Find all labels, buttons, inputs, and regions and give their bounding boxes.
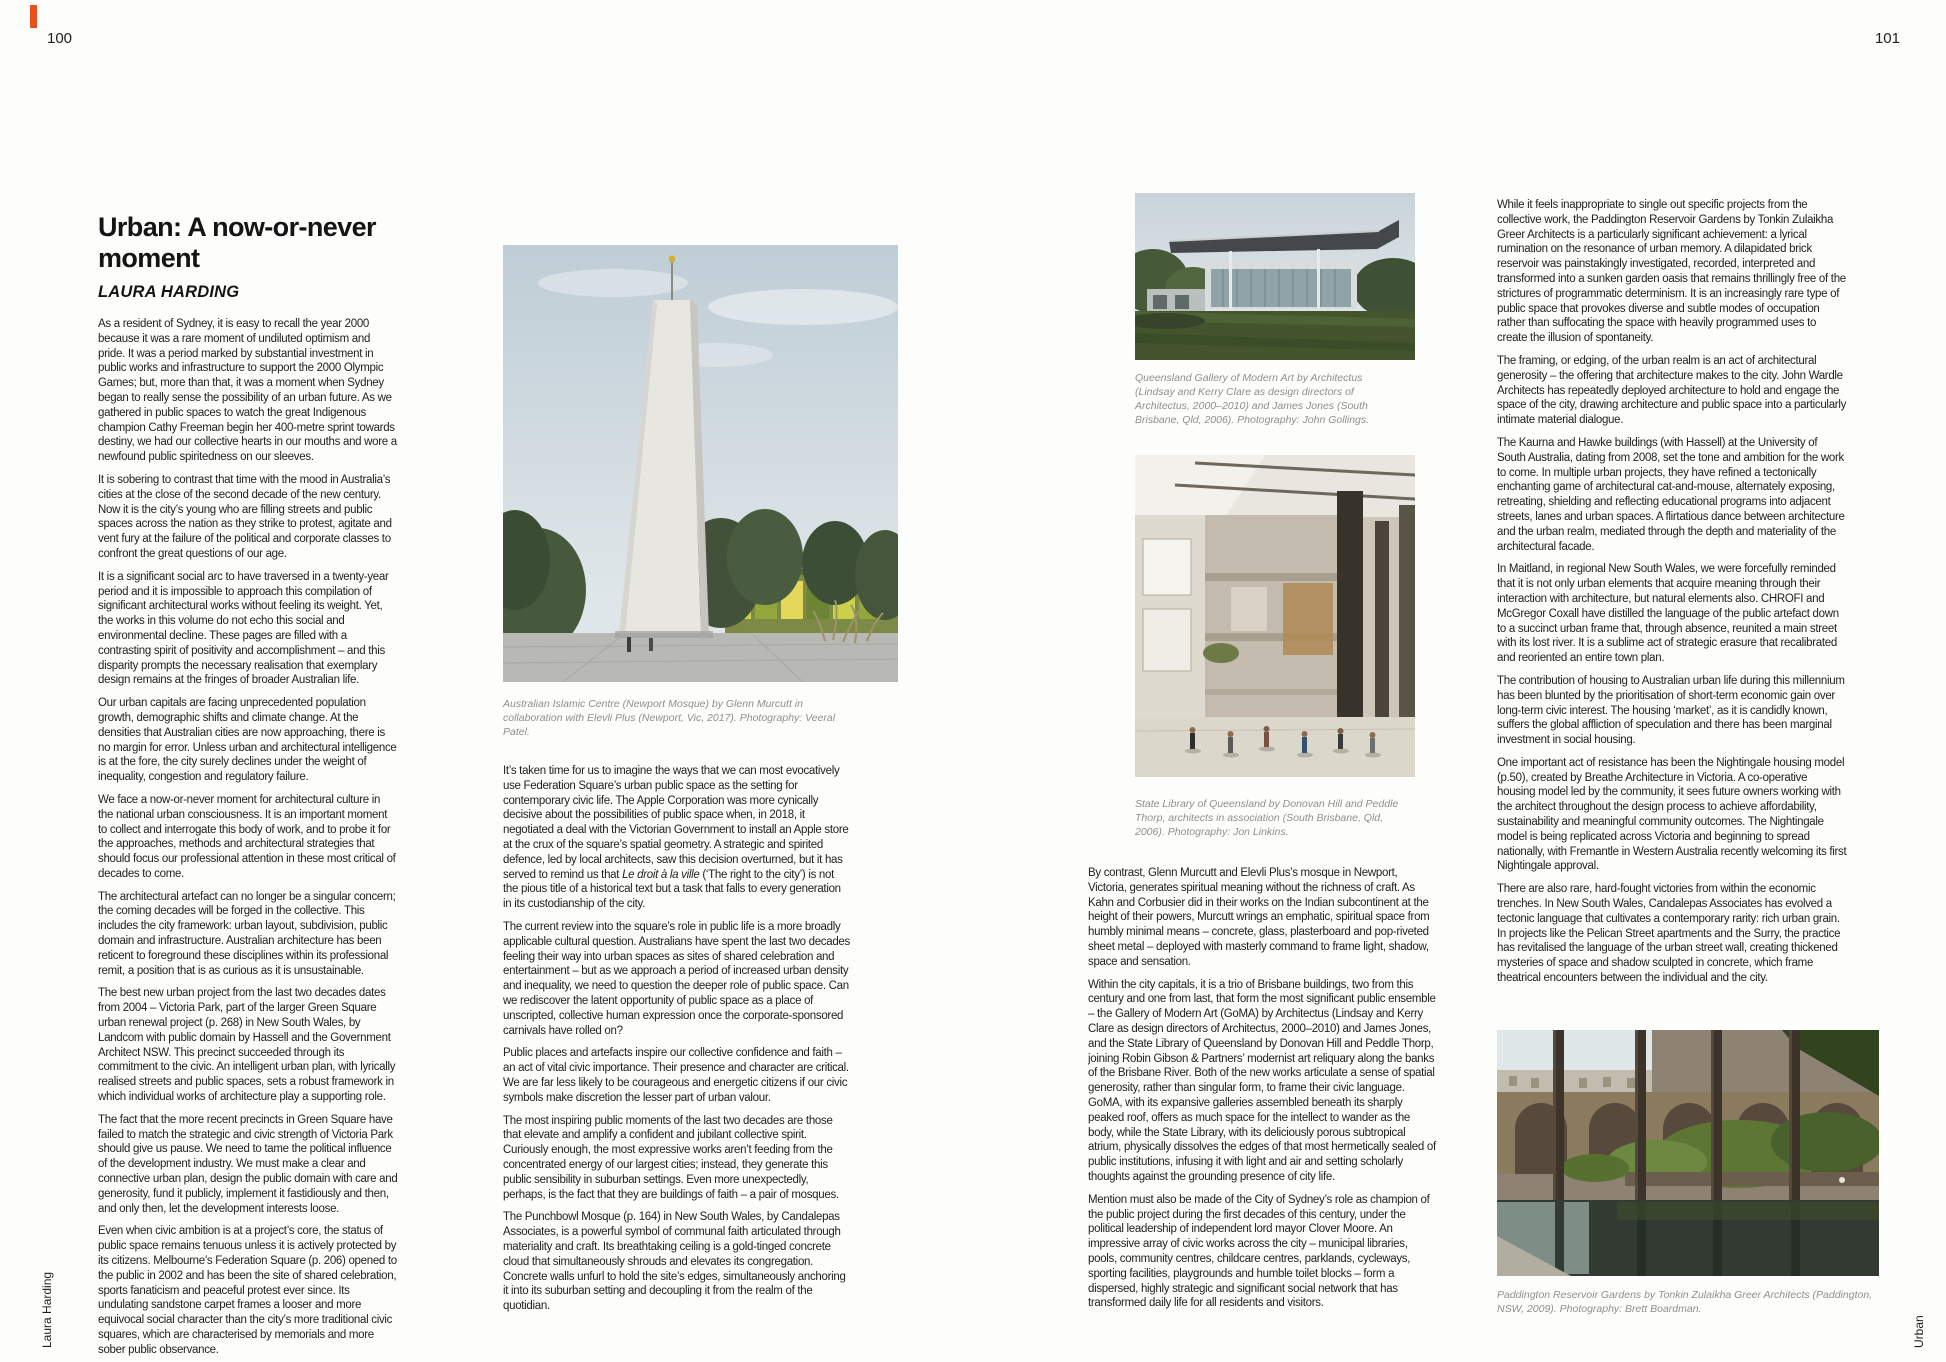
book-title-italic: Le droit à la ville — [622, 868, 700, 881]
margin-chapter-label: Urban — [1912, 1315, 1926, 1348]
paragraph: In Maitland, in regional New South Wales, we were forcefully reminded that it is not only urban elements that acquire meaning through their interaction with architecture, but natural elements also. CHROFI and McGregor Coxall have distilled the language of the public artefact down to a succinct urban frame that, through absence, reunited a main street with its lost river. It is a sublime act of strategic erasure that recalibrated and reoriented an entire town plan. — [1497, 563, 1839, 665]
paragraph: Our urban capitals are facing unprecedented population growth, demographic shifts and climate change. At the densities that Australian cities are now approaching, there is no margin for error. Unless urban and architectural intelligence is at the fore, the city surely declines under the weight of inequality, congestion and regulatory failure. — [98, 697, 397, 784]
paragraph: There are also rare, hard-fought victories from within the economic trenches. In New South Wales, Candalepas Associates has evolved a tectonic language that cultivates a contemporary rarity: rich urban grain. In projects like the Pelican Street apartments and the Surry, the practice has revitalised the language of the urban street wall, creating thickened mysteries of space and shadow sculpted in concrete, which frame theatrical encounters between the individual and the city. — [1497, 883, 1841, 985]
paragraph: The framing, or edging, of the urban realm is an act of architectural generosity – the offering that architecture makes to the city. John Wardle Architects has repeatedly deployed architecture to hold and engage the space of the city, drawing architecture and public space into a particularly intimate material dialogue. — [1497, 354, 1847, 427]
body-text-block — [1497, 198, 1847, 986]
paragraph-text: It’s taken time for us to imagine the ways that we can most evocatively use Federation Square’s urban public space as the setting for contemporary civic life. The Apple Corporation was more cynically decisive about the possibilities of public space when, in 2018, it negotiated a deal with the Victorian Government to install an Apple store at the crux of the square’s spatial geometry. A strategic and spirited defence, led by local architects, saw this decision overturned, but it has served to remind us that — [503, 765, 849, 881]
accent-dash — [30, 5, 37, 28]
page-number-left: 100 — [47, 30, 73, 47]
right-column-2 — [1497, 198, 1847, 1010]
state-library-photo — [1135, 455, 1415, 777]
page-number-right: 101 — [1874, 30, 1900, 47]
islamic-centre-caption: Australian Islamic Centre (Newport Mosque) by Glenn Murcutt in collaboration with Elevli Plus (Newport, Vic, 2017). Photography: Veeral Patel. — [503, 698, 836, 738]
paragraph: It is sobering to contrast that time with the mood in Australia’s cities at the close of the second decade of the new century. Now it is the city’s young who are filling streets and public spaces across the nation as they strike to protest, agitate and vent fury at the failure of the political and corporate classes to confront the great questions of our age. — [98, 473, 392, 560]
goma-caption: Queensland Gallery of Modern Art by Architectus (Lindsay and Kerry Clare as design directors of Architectus, 2000–2010) and James Jones (South Brisbane, Qld, 2006). Photography: John Gollings. — [1135, 372, 1370, 426]
article-author: LAURA HARDING — [98, 283, 240, 301]
paddington-reservoir-photo — [1497, 1030, 1879, 1276]
paragraph: Even when civic ambition is at a project’s core, the status of public space remains tenuous unless it is actively protected by its citizens. Melbourne’s Federation Square (p. 206) opened to the public in 2002 and has been the site of shared celebration, sports fanaticism and peaceful protest ever since. Its undulating sandstone carpet frames a looser and more equivocal social character than the city’s more traditional civic squares, which are characterised by memorials and more sober public observance. — [98, 1225, 397, 1356]
left-column-1 — [98, 212, 398, 1358]
state-library-caption: State Library of Queensland by Donovan Hill and Peddle Thorp, architects in association (South Brisbane, Qld, 2006). Photography: Jon Linkins. — [1135, 798, 1399, 838]
body-text-block — [503, 764, 851, 1314]
article-title: Urban: A now-or-never moment — [98, 212, 376, 273]
paragraph: Within the city capitals, it is a trio of Brisbane buildings, two from this century and one from last, that form the most significant public ensemble – the Gallery of Modern Art (GoMA) by Architectus (Lindsay and Kerry Clare as design directors of Architectus, 2000–2010) and James Jones, and the State Library of Queensland by Donovan Hill and Peddle Thorp, joining Robin Gibson & Partners’ modernist art reliquary along the banks of the Brisbane River. Both of the new works articulate a sense of spatial generosity, rather than singular form, to frame their civic language. GoMA, with its expansive galleries assembled beneath its sharply peaked roof, offers as much space for the intellect to wander as the body, while the State Library, with its deliciously porous subtropical atrium, physically dissolves the edges of that most hermetically sealed of public institutions, infusing it with light and air and setting scholarly thoughts against the grounding presence of city life. — [1088, 978, 1436, 1183]
body-text-block — [98, 317, 398, 1358]
paragraph: The Punchbowl Mosque (p. 164) in New South Wales, by Candalepas Associates, is a powerful symbol of communal faith articulated through materiality and craft. Its breathtaking ceiling is a gold-tinged concrete cloud that simultaneously shrouds and elevates its congregation. Concrete walls unfurl to hold the site’s edges, simultaneously anchoring it into its suburban setting and decoupling it from the realm of the quotidian. — [503, 1211, 846, 1313]
paragraph — [503, 764, 851, 912]
paragraph: Mention must also be made of the City of Sydney’s role as champion of the public project during the first decades of this century, under the political leadership of independent lord mayor Clover Moore. An impressive array of civic works across the city – municipal libraries, pools, community centres, childcare centres, parklands, cycleways, sporting facilities, playgrounds and humble toilet blocks – form a dispersed, highly strategic and significant social network that has transformed daily life for all residents and visitors. — [1088, 1193, 1430, 1310]
paragraph: The best new urban project from the last two decades dates from 2004 – Victoria Park, part of the larger Green Square urban renewal project (p. 268) in New South Wales, by Landcom with public domain by Hassell and the Government Architect NSW. This precinct succeeded through its commitment to the civic. An intelligent urban plan, with lyrically realised streets and public spaces, sets a robust framework in which individual works of architecture play a supporting role. — [98, 987, 396, 1104]
paragraph: The architectural artefact can no longer be a singular concern; the coming decades will be forged in the collective. This includes the city framework: urban layout, subdivision, public domain and infrastructure. Australian architecture has been reticent to foreground these disciplines within its professional remit, a position that is as curious as it is unsustainable. — [98, 890, 396, 977]
paragraph-text: (‘The right to the city’) is not the pious title of a historical text but a task that falls to every generation in its custodianship of the city. — [503, 868, 841, 911]
paragraph: While it feels inappropriate to single out specific projects from the collective work, the Paddington Reservoir Gardens by Tonkin Zulaikha Greer Architects is a particularly significant achievement: a lyrical rumination on the resonance of urban memory. A dilapidated brick reservoir was painstakingly investigated, recorded, interpreted and transformed into a sunken garden oasis that remains thrillingly free of the strictures of programmatic determinism. It is an increasingly rare type of public space that provokes diverse and subtle modes of occupation rather than suffocating the space with heavily programmed uses to create the illusion of spontaneity. — [1497, 199, 1846, 345]
paddington-caption: Paddington Reservoir Gardens by Tonkin Zulaikha Greer Architects (Paddington, NSW, 2009). Photography: Brett Boardman. — [1497, 1289, 1873, 1315]
paragraph: The most inspiring public moments of the last two decades are those that elevate and amplify a confident and jubilant collective spirit. Curiously enough, the most expressive works aren’t feeding from the concentrated energy of our largest cities; instead, they generate this public sensibility in suburban settings. Even more unexpectedly, perhaps, is the fact that they are buildings of faith – a pair of mosques. — [503, 1114, 839, 1201]
left-column-2 — [503, 764, 851, 1354]
paragraph: As a resident of Sydney, it is easy to recall the year 2000 because it was a rare moment of undiluted optimism and pride. It was a period marked by substantial investment in public works and infrastructure to support the 2000 Olympic Games; but, more than that, it was a moment when Sydney began to really sense the possibility of an urban future. As we gathered in public spaces to watch the great Indigenous champion Cathy Freeman begin her 400-metre sprint towards destiny, we had our collective hearts in our mouths and wore a newfound public spiritedness on our sleeves. — [98, 318, 397, 464]
paragraph: It is a significant social arc to have traversed in a twenty-year period and it is impossible to approach this compilation of significant architectural works without feeling its weight. Yet, the works in this volume do not echo this social and environmental decline. These pages are filled with a contrasting spirit of positivity and accomplishment – and this disparity prompts the necessary realisation that exemplary design remains at the fringes of broader Australian life. — [98, 570, 389, 687]
paragraph: By contrast, Glenn Murcutt and Elevli Plus’s mosque in Newport, Victoria, generates spiritual meaning without the richness of craft. As Kahn and Corbusier did in their works on the Indian subcontinent at the height of their powers, Murcutt wrings an emphatic, spiritual space from humbly minimal means – concrete, glass, plasterboard and pop-riveted sheet metal – deployed with masterly command to frame light, shadow, space and sensation. — [1088, 867, 1430, 968]
right-column-1 — [1088, 866, 1438, 1358]
body-text-block — [1088, 866, 1438, 1311]
goma-photo — [1135, 193, 1415, 360]
paragraph: The current review into the square’s role in public life is a more broadly applicable cultural question. Australians have spent the last two decades feeling their way into urban spaces as sites of shared celebration and entertainment – but as we approach a period of increased urban density and inequality, we need to question the deeper role of public space. Can we rediscover the latent opportunity of public space as a place of unscripted, collective human expression once the corporate-sponsored carnivals have rolled on? — [503, 920, 850, 1037]
paragraph: We face a now-or-never moment for architectural culture in the national urban consciousness. It is an important moment to collect and interrogate this body of work, and to probe it for the approaches, methods and architectural strategies that should focus our professional attention in these most critical of decades to come. — [98, 793, 396, 880]
paragraph: The fact that the more recent precincts in Green Square have failed to match the strategic and civic strength of Victoria Park should give us pause. We need to tame the political influence of the development industry. We must make a clear and connective urban plan, design the public domain with care and generosity, fund it publicly, implement it fastidiously and then, and only then, let the development interests loose. — [98, 1113, 398, 1215]
paragraph: The Kaurna and Hawke buildings (with Hassell) at the University of South Australia, dating from 2008, set the tone and ambition for the work to come. In multiple urban projects, they have refined a tectonically enchanting game of architectural cat-and-mouse, alternately exposing, retreating, shielding and reflecting educational programs into adjacent streets, lanes and urban spaces. A flirtatious dance between architecture and the urban realm, mediated through the depth and materiality of the architectural facade. — [1497, 436, 1845, 553]
paragraph: The contribution of housing to Australian urban life during this millennium has been blunted by the prioritisation of short-term economic gain over long-term civic interest. The housing ‘market’, as it is candidly known, suffers the global affliction of speculation and there has been marginal investment in social housing. — [1497, 674, 1845, 747]
paragraph: One important act of resistance has been the Nightingale housing model (p.50), created by Breathe Architecture in Victoria. A co-operative housing model led by the community, it sees future owners working with the architect throughout the design process to achieve affordability, sustainability and meaningful community outcomes. The Nightingale model is being replicated across Victoria and beginning to spread nationally, with Fremantle in Western Australia recently welcoming its first Nightingale approval. — [1497, 756, 1847, 873]
margin-author-label: Laura Harding — [40, 1271, 54, 1348]
paragraph: Public places and artefacts inspire our collective confidence and faith – an act of vital civic importance. Their presence and character are critical. We are far less likely to be courageous and energetic citizens if our civic symbols make discretion the lesser part of urban valour. — [503, 1047, 849, 1104]
islamic-centre-photo — [503, 245, 898, 682]
